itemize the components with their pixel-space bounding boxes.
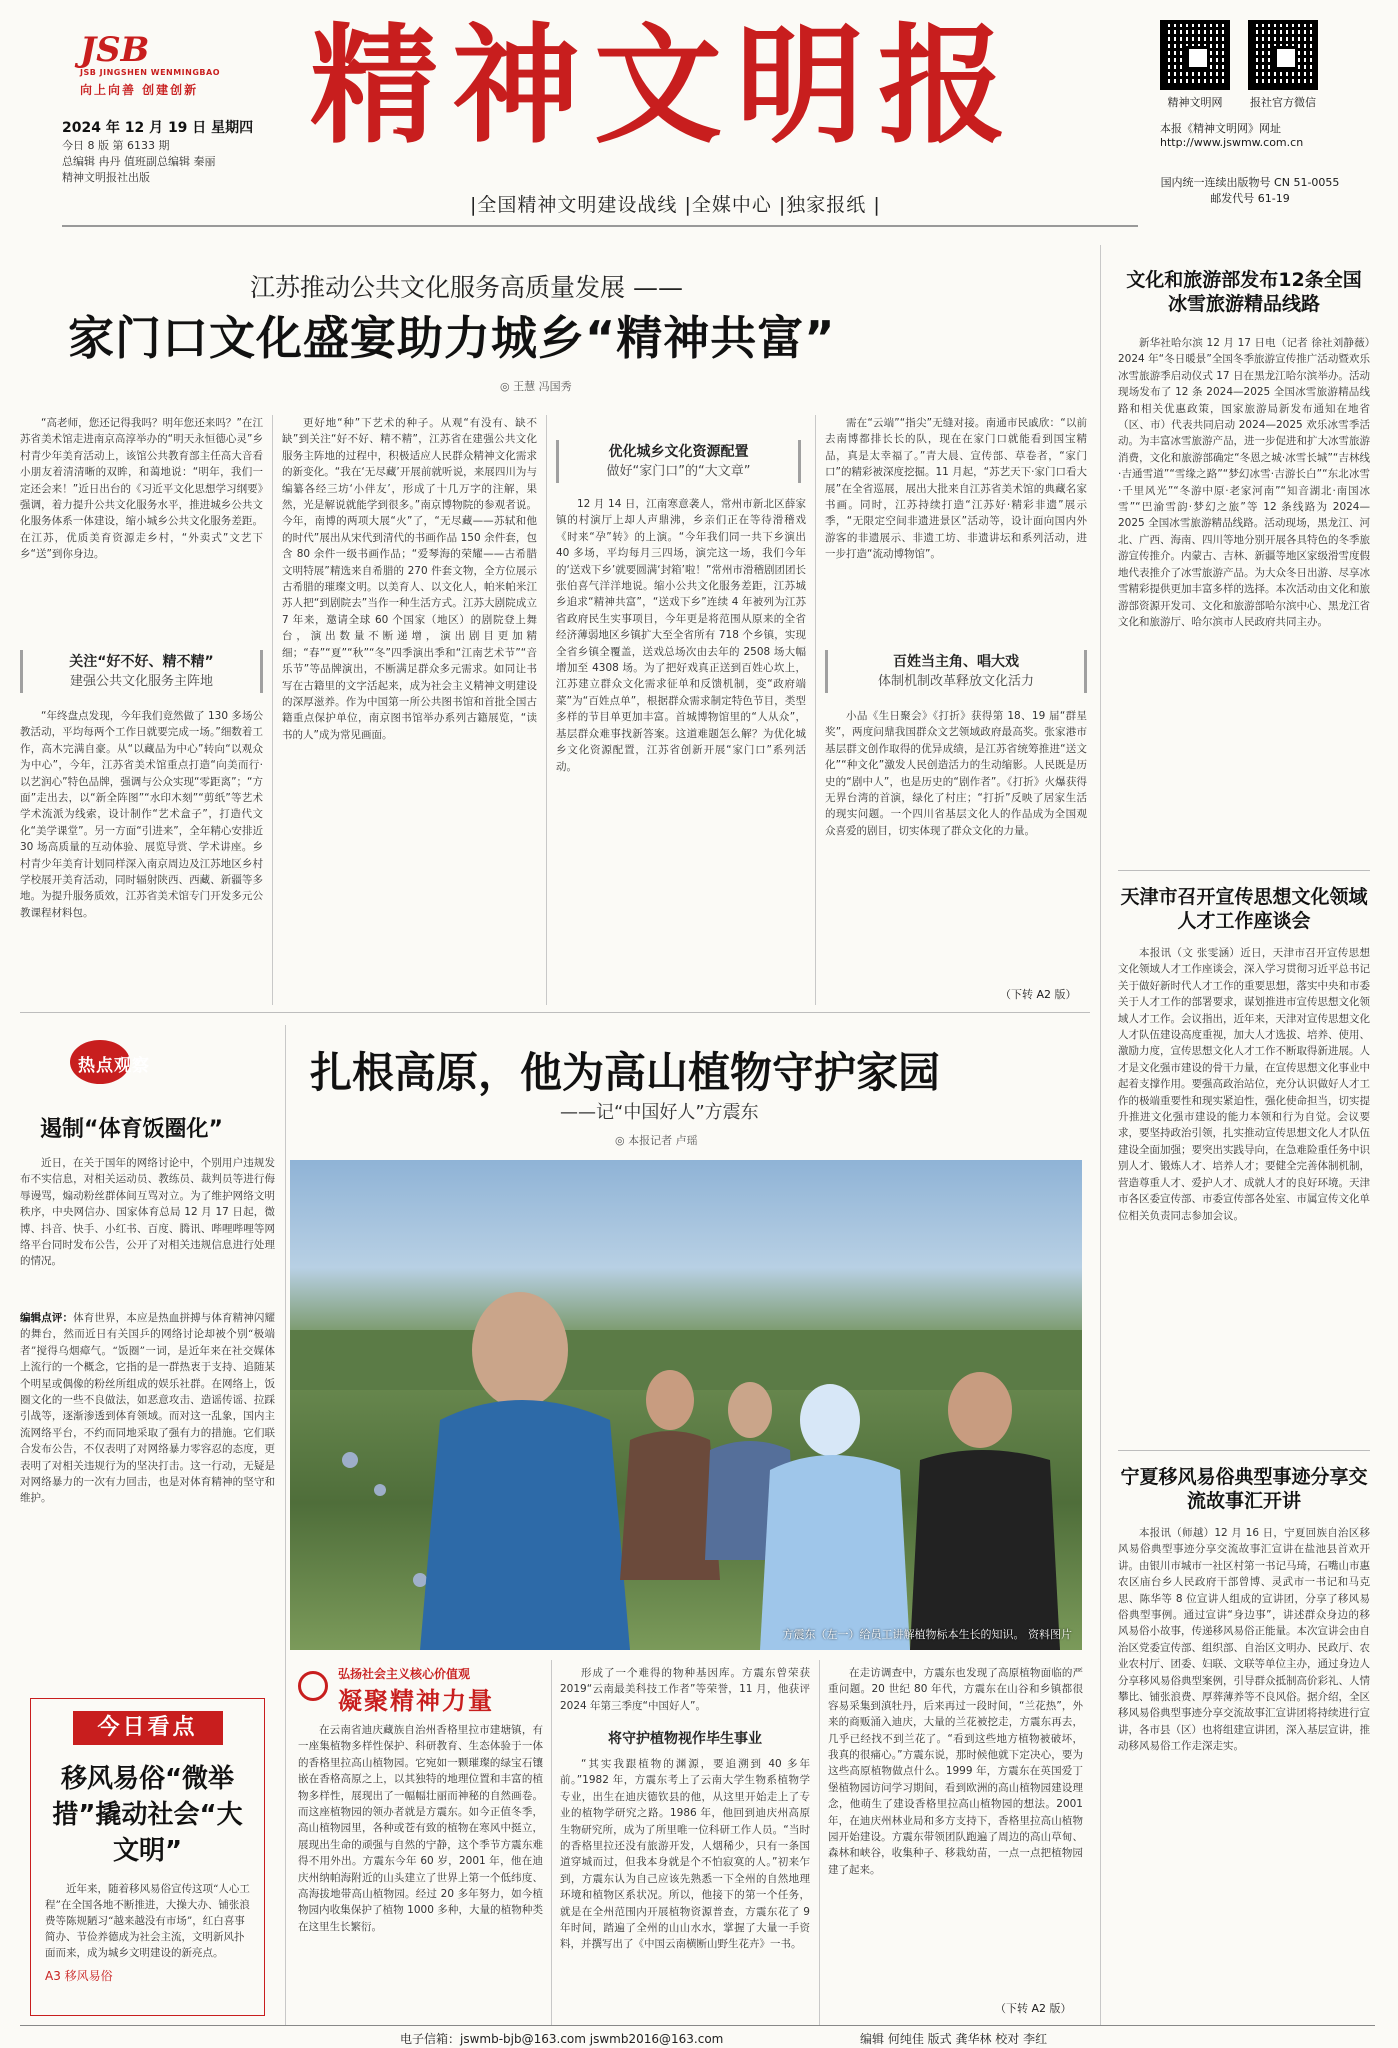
feature-continue: （下转 A2 版） [995, 2002, 1072, 2015]
feature-byline: ◎ 本报记者 卢瑶 [615, 1134, 698, 1147]
today-ref[interactable]: A3 移风易俗 [45, 1969, 113, 1983]
hot-body-1: 近日，在关于国年的网络讨论中，个别用户违规发布不实信息，对相关运动员、教练员、裁判员等进行侮辱谩骂，煽动粉丝群体间互骂对立。为了维护网络文明秩序，中央网信办、国家体育总局 12 月 17 日起，微博、抖音、快手、小红书、百度、腾讯、哔哩哔哩等网络平台同时发布公告，公开了对相关违规信息进行处理的情况。 [20, 1157, 275, 1268]
footer-staff: 编辑 何纯佳 版式 龚华林 校对 李红 [860, 2032, 1048, 2046]
lead-col1-b: “年终盘点发现，今年我们竟然做了 130 多场公教活动，平均每两个工作日就要完成一场。”细数着工作，高木完满自豪。从“以藏品为中心”转向“以观众为中心”，今年，江苏省美术馆重点打造“向美而行·以艺润心”特色品牌，强调与公众实现“零距离”；“方面”走出去，以“新全阵图”“水印木刻”“剪纸”等艺术学术流派为线索，设计制作“艺术盒子”，打造代文化“美学课堂”。另一方面“引进来”，全年精心安排近 30 场高质量的互动体验、展览导赏、学术讲座。乡村青少年美育计划同样深入南京周边及江苏地区乡村学校展开美育活动，同时辐射陕西、西藏、新疆等多地。为提升服务质效，江苏省美术馆专门开发多元公教课程材料包。 [20, 710, 263, 919]
banner-small: 弘扬社会主义核心价值观 [338, 1667, 471, 1681]
feature-photo-caption: 方震东（左一）给员工讲解植物标本生长的知识。 资料图片 [782, 1628, 1072, 1641]
side3-headline: 宁夏移风易俗典型事迹分享交流故事汇开讲 [1120, 1466, 1368, 1512]
side2-body: 本报讯（文 张雯涵）近日，天津市召开宣传思想文化领域人才工作座谈会，深入学习贯彻习近平总书记关于做好新时代人才工作的重要思想，落实中央和市委关于人才工作的部署要求，谋划推进市宣传思想文化领域人才工作。会议指出，近年来，天津对宣传思想文化人才队伍建设高度重视，加大人才选拔、培养、使用、激励力度，宣传思想文化人才工作不断取得新进展。人才是文化强市建设的骨干力量，在宣传思想文化事业中起着支撑作用。要强高政治站位，充分认识做好人才工作的极端重要性和现实紧迫性，强化使命担当，切实提升推进文化强市建设的能力本领和行为自觉。会议要求，要坚持政治引领，扎实推动宣传思想文化人才队伍建设全面加强；要突出实践导向，在急难险重任务中识别人才、锻炼人才、培养人才；要健全完善体制机制，营造尊重人才、爱护人才、成就人才的良好环境。天津市各区委宣传部、市委宣传部各处室、市属宣传文化单位相关负责同志参加会议。 [1118, 947, 1370, 1222]
cn-code: 国内统一连续出版物号 CN 51-0055 [1160, 176, 1340, 189]
slogan: 向上向善 创建创新 [80, 83, 199, 97]
lead-col1-a: “高老师，您还记得我吗？明年您还来吗？”在江苏省美术馆走进南京高淳举办的“明天永恒德心灵”乡村青少年美育活动上，该馆公共教育部主任高大音看小朋友着清清晰的双眸，和蔼地说：“明年，我们一定还会来！”近日出台的《习近平文化思想学习纲要》强调，着力提升公共文化服务水平，推进城乡公共文化服务体系一体建设，缩小城乡公共文化服务差距。在江苏，优质美育资源走乡村，“外卖式”文艺下乡“送”到你身边。 [20, 417, 263, 561]
issue-editors: 总编辑 冉丹 值班副总编辑 秦丽 [62, 155, 216, 168]
issue-info [62, 118, 282, 186]
lead-subhead-2: 优化城乡文化资源配置 做好“家门口”的“大文章” [556, 440, 801, 483]
lead-col3: 12 月 14 日，江南寒意袭人，常州市新北区薛家镇的村演厅上却人声鼎沸，乡亲们正在等待滑稽戏《时来“孕”转》的上演。“今年我们同一共下乡演出 40 多场，平均每月三四场，演完这一场，我们今年的‘送戏下乡’就要圆满‘封箱’啦！”常州市滑稽剧团团长张伯喜气洋洋地说。缩小公共文化服务差距，江苏城乡追求“精神共富”，“送戏下乡”连续 4 年被列为江苏省政府民生实事项目，今年更是将范围从原来的全省经济薄弱地区乡镇扩大至全省所有 718 个乡镇，实现全省乡镇全覆盖，送戏总场次由去年的 2508 场大幅增加至 4308 场。为了把好戏真正送到百姓心坎上，江苏建立群众文化需求征单和反馈机制，变“政府端菜”为“百姓点单”，根据群众需求制定特色节目，类型多样的节目单更加丰富。首城博物馆里的“人从众”，基层群众难事找新答案。这道难题怎么解？为优化城乡文化资源配置，江苏省创新开展“家门口”系列活动。 [556, 498, 806, 773]
hot-headline: 遏制“体育饭圈化” [40, 1117, 223, 1142]
footer-email: 电子信箱：jswmb-bjb@163.com jswmb2016@163.com [400, 2032, 724, 2046]
lead-subhead-3: 百姓当主角、唱大戏 体制机制改革释放文化活力 [825, 650, 1087, 693]
issue-publisher: 精神文明报社出版 [62, 171, 150, 184]
logo-text: JSB JINGSHEN WENMINGBAO [80, 68, 221, 77]
feature-photo [290, 1160, 1082, 1650]
site-label: 本报《精神文明网》网址 [1160, 122, 1281, 135]
lead-headline: 家门口文化盛宴助力城乡“精神共富” [68, 311, 836, 365]
today-box [30, 1698, 265, 2016]
feature-col1: 在云南省迪庆藏族自治州香格里拉市建塘镇，有一座集植物多样性保护、科研教育、生态体验于一体的香格里拉高山植物园。它宛如一颗璀璨的绿宝石镶嵌在香格高原之上，以其独特的地理位置和丰富的植物多样性，展现出了一幅幅壮丽而神秘的自然画卷。而这座植物园的领办者就是方震东。如今正值冬季，高山植物园里，各种或苍有致的植物在寒风中挺立，展现出生命的顽强与自然的宁静，这个季节方震东难得不用外出。方震东今年 60 岁，2001 年，他在迪庆州纳帕海附近的山头建立了世界上第一个低纬度、高海拔地带高山植物园。经过 20 多年努力，如今植物园内收集保护了植物 1000 多种，大量的植物种类在这里生长繁衍。 [298, 1724, 543, 1933]
qr-code-icon[interactable] [1160, 20, 1230, 90]
today-body: 近年来，随着移风易俗宣传这项“人心工程”在全国各地不断推进，大操大办、铺张浪费等陈规陋习“越来越没有市场”，红白喜事简办、节俭养德成为社会主流，文明新风扑面而来，成为城乡文明建设的新亮点。 [45, 1883, 250, 1959]
qr-code-icon[interactable] [1248, 20, 1318, 90]
feature-col2-subhead: 将守护植物视作毕生事业 [608, 1731, 762, 1747]
side1-headline: 文化和旅游部发布12条全国冰雪旅游精品线路 [1126, 269, 1362, 315]
lead-col2: 更好地“种”下艺术的种子。从观“有没有、缺不缺”到关注“好不好、精不精”，江苏省在建强公共文化服务主阵地的过程中，积极适应人民群众精神文化需求的新变化。“我在‘无尽藏’开展前就听说，来展四川为与编纂各经三坊‘小伴友’，形成了十几万字的注解，果然，光是解说就能学到很多。”南京博物院的参观者说。今年，南博的两项大展“火”了，“无尽藏——苏轼和他的时代”展出从宋代到清代的书画作品 150 余件套，包含 80 余件一级书画作品；“爱琴海的荣耀——古希腊文明特展”精选来自希腊的 270 件套文物，全方位展示古希腊的璀璨文明。以美育人、以文化人，帕米帕米江苏人把“到剧院去”当作一种生活方式。江苏大剧院成立 7 年来，邀请全球 60 个国家（地区）的剧院登上舞台，演出数量不断递增，演出剧目更加精细；“春”“夏”“秋”“冬”四季演出季和“江南艺术节”“音乐节”等品牌演出，不断满足群众多元需求。如同让书写在古籍里的文字活起来，成为社会主义精神文明建设的深厚滋养。作为中国第一所公共图书馆和首批全国古籍重点保护单位，南京图书馆举办系列古籍展览，“读书的人”成为常见画面。 [282, 417, 537, 741]
lead-subhead-1: 关注“好不好、精不精” 建强公共文化服务主阵地 [20, 650, 263, 693]
feature-headline: 扎根高原，他为高山植物守护家园 [310, 1048, 941, 1097]
masthead [0, 0, 1398, 225]
side3-body: 本报讯（师越）12 月 16 日，宁夏回族自治区移风易俗典型事迹分享交流故事汇宣讲在盐池县首欢开讲。由银川市城市一社区村第一书记马琦，石嘴山市惠农区庙台乡人民政府干部曾博、灵武市一书记和马克思、陈华等 8 位宣讲人组成的宣讲团，分享了移风易俗典型事例。通过宣讲“身边事”，讲述群众身边的移风易俗小故事，传递移风易俗正能量。本次宣讲会由自治区党委宣传部、组织部、自治区文明办、民政厅、农业农村厅、团委、妇联、文联等单位主办，通过身边人分享移风易俗典型案例，引导群众抵制高价彩礼、人情攀比、铺张浪费、厚葬薄养等不良风俗。据介绍，全区移风易俗典型事迹分享交流故事汇宣讲团将持续进行宣讲，各市县（区）也将组建宣讲团，深入基层宣讲，推动移风易俗工作走深走实。 [1118, 1527, 1370, 1753]
site-url[interactable]: http://www.jswmw.com.cn [1160, 136, 1304, 149]
feature-subhead: ——记“中国好人”方震东 [560, 1102, 759, 1123]
lead-byline: ◎ 王慧 冯国秀 [500, 380, 572, 393]
feature-col2-b: “其实我跟植物的渊源，要追溯到 40 多年前。”1982 年，方震东考上了云南大学生物系植物学专业，出生在迪庆德钦县的他，从这里开始走上了专业的植物学研究之路。1986 年，他回到迪庆州高原生物研究所，成为了所里唯一位科研工作人员。“当时的香格里拉还没有旅游开发，人烟稀少，只有一条国道穿城而过，但我本身就是个不怕寂寞的人。”初来乍到，方震东认为自己应该先熟悉一下全州的自然地理环境和植物区系状况。所以，他接下的第一个任务，就是在全州范围内开展植物资源普查，方震东花了 9 年时间，踏遍了全州的山山水水，掌握了大量一手资料，并撰写出了《中国云南横断山野生花卉》一书。 [560, 1758, 810, 1951]
qr2-label: 报社官方微信 [1250, 96, 1316, 109]
qr1-label: 精神文明网 [1167, 96, 1223, 109]
publication-codes [1140, 175, 1360, 207]
post-code: 邮发代号 61-19 [1210, 192, 1290, 205]
side1-body: 新华社哈尔滨 12 月 17 日电（记者 徐社刘静薇）2024 年“冬日暖景”全国冬季旅游宣传推广活动暨欢乐冰雪旅游季启动仪式 17 日在黑龙江哈尔滨举办。活动现场发布了 12 条 2024—2025 全国冰雪旅游精品线路和相关优惠政策，国家旅游局新发布通知在地省（区、市）代表共同启动 2024—2025 欢乐冰雪季活动。为丰富冰雪旅游产品，进一步促进和扩大冰雪旅游消费，文化和旅游部确定“冬恩之城·冰雪长城”“吉林线·吉通雪道”“雪缘之路”“梦幻冰雪·吉游长白”“东北冰雪·千里风光”“冬游中原·老家河南”“知音湖北·南国冰雪”“巴渝雪韵·梦幻之旅”等 12 条线路为 2024—2025 全国冰雪旅游精品线路。活动现场，黑龙江、河北、广西、海南、四川等地分别开展各具特色的冬季旅游宣传推介。内蒙古、吉林、新疆等地区家级滑雪度假地代表推介了冰雪旅游产品。为大众冬日出游、尽享冰雪精彩提供更加丰富多样的选择。本次活动由文化和旅游部资源开发司、文化和旅游部哈尔滨中心、黑龙江省文化和旅游厅、哈尔滨市人民政府共同主办。 [1118, 337, 1370, 628]
issue-date: 2024 年 12 月 19 日 星期四 [62, 120, 254, 136]
logo-mark: JSB [80, 30, 150, 70]
hot-badge-text: 热点观察 [78, 1056, 150, 1076]
lead-col4-b: 小品《生日聚会》《打折》获得第 18、19 届“群星奖”，两度问鼎我国群众文艺领域政府最高奖。张家港市基层群文创作取得的优异成绩，是江苏省统筹推进“送文化”“种文化”激发人民创造活力的生动缩影。人民既是历史的“剧中人”，也是历史的“剧作者”。《打折》火爆获得无界台湾的首演，绿化了村庄；“打折”反映了居家生活的现实问题。一个四川省基层文化人的作品成为全国观众喜爱的剧目，切实体现了群众文化的力量。 [825, 710, 1087, 837]
newspaper-logo [80, 32, 250, 104]
lead-col4-a: 需在“云端”“指尖”无缝对接。南通市民戚欣：“以前去南博都排长长的队，现在在家门口就能看到国宝精品，真是太幸福了。”青大晨、宣传部、草卷者，“家门口”的精彩被深度挖掘。11 月起，“苏艺天下·家门口看大展”在全省巡展，展出大批来自江苏省美术馆的典藏名家书画。同时，江苏持续打造“江苏好·精彩非遗”展示季，“无限定空间非遗进景区”活动等，设计面向国内外游客的非遗展示、非遗工坊、非遗讲坛和系列活动，进一步打造“流动博物馆”。 [825, 417, 1087, 561]
issue-edition: 今日 8 版 第 6133 期 [62, 139, 170, 152]
masthead-title: 精神文明报 [310, 11, 1021, 161]
today-label: 今日看点 [73, 1711, 223, 1745]
side2-headline: 天津市召开宣传思想文化领域人才工作座谈会 [1120, 886, 1368, 932]
hot-badge [70, 1040, 190, 1084]
photo-scene-icon [290, 1160, 1082, 1650]
today-headline: 移风易俗“微举措”撬动社会“大文明” [52, 1764, 243, 1866]
hot-comment-text: 体育世界，本应是热血拼搏与体育精神闪耀的舞台，然而近日有关国乒的网络讨论却被个别“极端者”搅得乌烟瘴气。“饭圈”一词，是近年来在社交媒体上流行的一个概念，它指的是一群热衷于支持、追随某个明星或偶像的粉丝所组成的娱乐社群。在网络上，饭圈文化的一些不良做法，如恶意攻击、造谣传谣、拉踩引战等，逐渐渗透到体育领域。而对这一乱象，国内主流网络平台，不约而同地采取了强有力的措施。它们联合发布公告，不仅表明了对网络暴力零容忍的态度，更表明了对相关违规行为的坚决打击。这一行动，无疑是对网络暴力的一次有力回击，也是对体育精神的坚守和维护。 [20, 1312, 275, 1505]
feature-col2-a: 形成了一个难得的物种基因库。方震东曾荣获 2019“云南最美科技工作者”等荣誉，11 月，他获评 2024 年第三季度“中国好人”。 [560, 1667, 810, 1712]
feature-col3: 在走访调查中，方震东也发现了高原植物面临的严重问题。20 世纪 80 年代，方震东在山谷和乡镇都很容易采集到滇牡丹，后来再过一段时间，“兰花热”，外来的商贩涌入迪庆，大量的兰花被挖走，方震东再去，几乎已经找不到兰花了。“看到这些地方植物被破坏，我真的很痛心。”方震东说，那时候他就下定决心，要为这些高原植物做点什么。1999 年，方震东在英国爱丁堡植物园访问学习期间，看到欧洲的高山植物园建设理念，他萌生了建设香格里拉高山植物园的想法。2001 年，在迪庆州林业局和多方支持下，香格里拉高山植物园开始建设。方震东带领团队跑遍了周边的高山草甸、森林和峡谷，收集种子、移栽幼苗，一点一点把植物园建了起来。 [828, 1667, 1083, 1876]
lead-continue: （下转 A2 版） [1000, 988, 1077, 1001]
lead-kicker: 江苏推动公共文化服务高质量发展 —— [250, 273, 683, 302]
value-banner [298, 1665, 538, 1715]
nav-strip: |全国精神文明建设战线 |全媒中心 |独家报纸 | [470, 194, 881, 216]
banner-big: 凝聚精神力量 [338, 1687, 494, 1715]
hot-body-2 [20, 1310, 275, 1688]
banner-seal-icon [298, 1671, 328, 1701]
qr-block [1160, 20, 1360, 149]
hot-comment-label: 编辑点评： [20, 1312, 74, 1324]
